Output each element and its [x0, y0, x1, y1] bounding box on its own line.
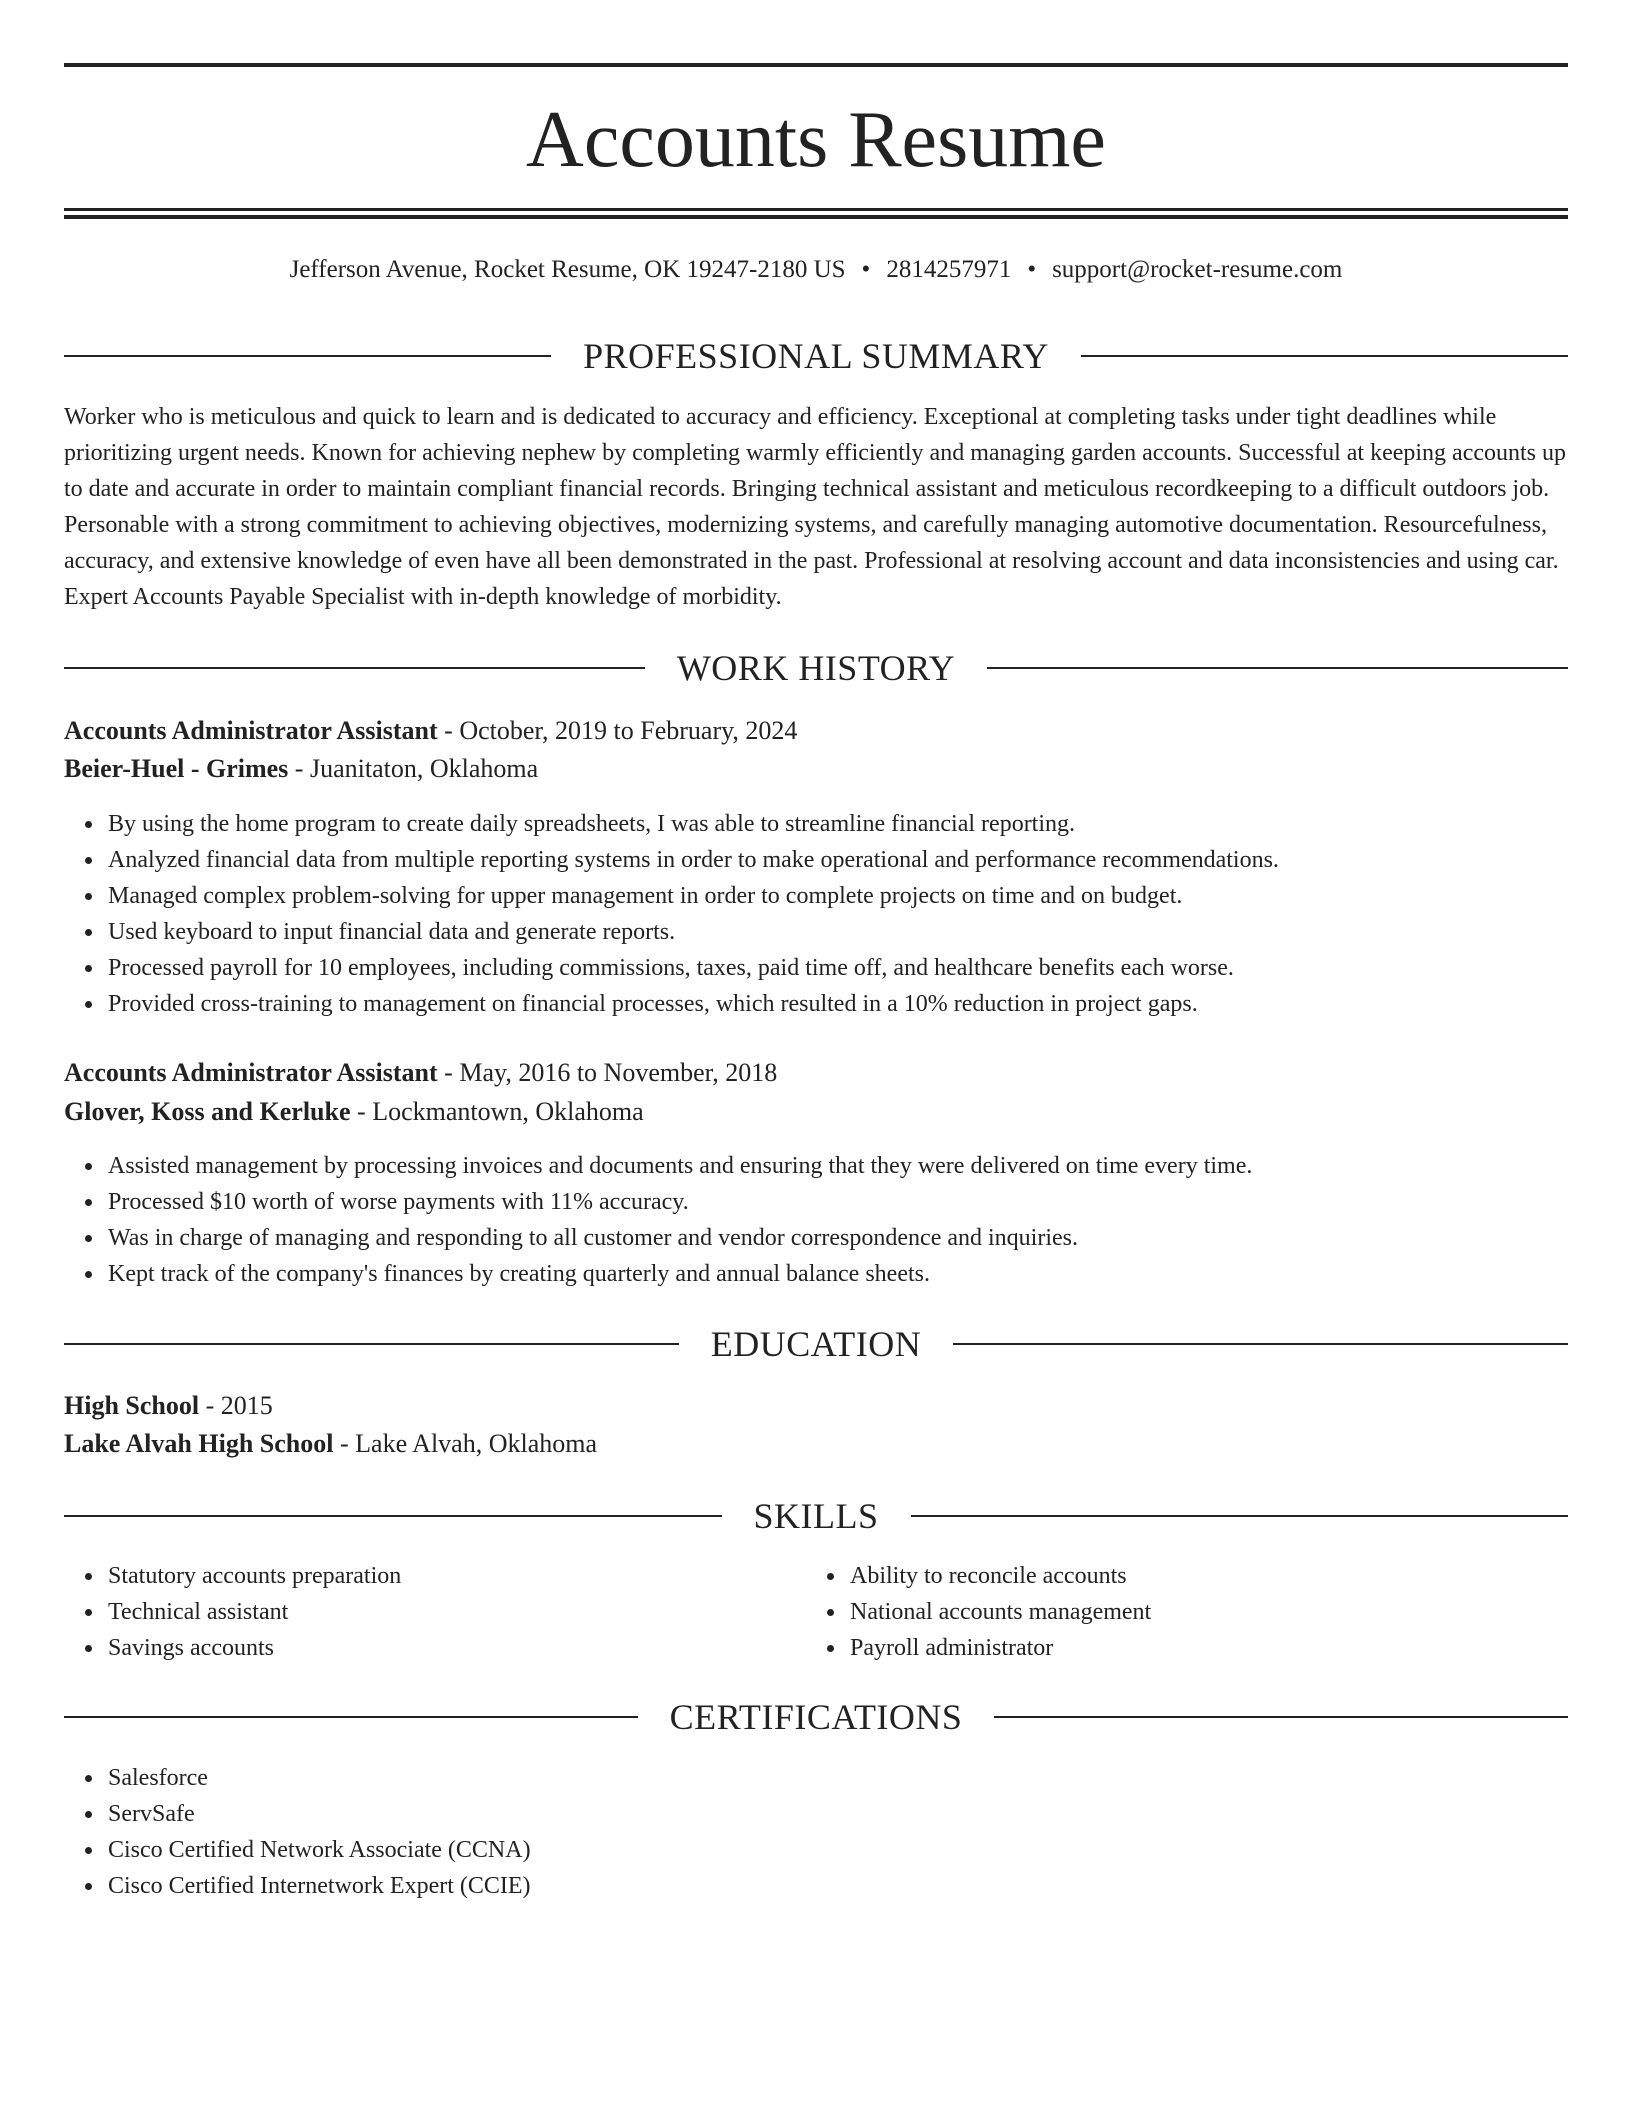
heading-rule-left [64, 1343, 679, 1345]
section-title: CERTIFICATIONS [669, 1697, 963, 1737]
education-school: Lake Alvah High School [64, 1429, 334, 1458]
job-company: Beier-Huel - Grimes [64, 754, 289, 783]
top-rule [64, 63, 1568, 67]
skill-item: Statutory accounts preparation [108, 1558, 1612, 1594]
skill-item: Technical assistant [108, 1594, 1612, 1630]
section-heading-certifications [64, 1695, 1568, 1739]
certification-item: ServSafe [108, 1796, 1612, 1832]
job-bullet: Processed payroll for 10 employees, including commissions, taxes, paid time off, and healthcare benefits each worse. [108, 950, 1612, 986]
education-location: Lake Alvah, Oklahoma [355, 1429, 598, 1458]
contact-separator: • [861, 256, 871, 283]
skill-item: National accounts management [850, 1594, 1632, 1630]
contact-email: support@rocket-resume.com [1052, 256, 1343, 283]
skill-item: Ability to reconcile accounts [850, 1558, 1632, 1594]
section-title: SKILLS [753, 1496, 879, 1536]
heading-rule-right [1081, 355, 1568, 357]
job-title: Accounts Administrator Assistant [64, 716, 438, 745]
job-title: Accounts Administrator Assistant [64, 1058, 438, 1087]
certification-item: Cisco Certified Internetwork Expert (CCIE) [108, 1868, 1612, 1904]
heading-rule-left [64, 1515, 722, 1517]
section-heading-work-history [64, 646, 1568, 690]
contact-address: Jefferson Avenue, Rocket Resume, OK 19247-2180 US [289, 256, 846, 283]
section-heading-summary [64, 334, 1568, 378]
section-title: WORK HISTORY [676, 648, 956, 688]
skill-item: Payroll administrator [850, 1630, 1632, 1666]
heading-rule-left [64, 667, 645, 669]
job-title-line: Accounts Administrator Assistant - October, 2019 to February, 2024 [64, 716, 798, 745]
job-bullet: Analyzed financial data from multiple reporting systems in order to make operational and performance recommendations. [108, 842, 1612, 878]
job-bullet: Kept track of the company's finances by creating quarterly and annual balance sheets. [108, 1256, 1612, 1292]
education-degree-line: High School - 2015 [64, 1391, 273, 1420]
job-dates: May, 2016 to November, 2018 [459, 1058, 778, 1087]
heading-rule-right [994, 1716, 1568, 1718]
job-location: Lockmantown, Oklahoma [372, 1097, 644, 1126]
job-company: Glover, Koss and Kerluke [64, 1097, 351, 1126]
resume-title: Accounts Resume [526, 96, 1106, 184]
title-rule-upper [64, 208, 1568, 211]
education-year: 2015 [220, 1391, 273, 1420]
job-bullet: Assisted management by processing invoices and documents and ensuring that they were delivered on time every time. [108, 1148, 1612, 1184]
section-title: EDUCATION [710, 1324, 922, 1364]
section-heading-education [64, 1322, 1568, 1366]
job-location: Juanitaton, Oklahoma [309, 754, 539, 783]
job-bullet: Processed $10 worth of worse payments with 11% accuracy. [108, 1184, 1612, 1220]
job-bullet: Managed complex problem-solving for upper management in order to complete projects on time and on budget. [108, 878, 1612, 914]
section-heading-skills [64, 1494, 1568, 1538]
heading-rule-right [911, 1515, 1569, 1517]
contact-phone: 2814257971 [886, 256, 1012, 283]
title-rule-lower [64, 215, 1568, 219]
job-company-line: Beier-Huel - Grimes - Juanitaton, Oklahoma [64, 754, 539, 783]
job-bullet: Was in charge of managing and responding to all customer and vendor correspondence and inquiries. [108, 1220, 1612, 1256]
heading-rule-right [953, 1343, 1568, 1345]
contact-line [64, 254, 1568, 286]
certification-item: Salesforce [108, 1760, 1612, 1796]
job-dates: October, 2019 to February, 2024 [459, 716, 798, 745]
skills-list-right [806, 1558, 1632, 1666]
education-school-line: Lake Alvah High School - Lake Alvah, Oklahoma [64, 1429, 598, 1458]
section-title: PROFESSIONAL SUMMARY [583, 336, 1049, 376]
education-degree: High School [64, 1391, 200, 1420]
heading-rule-right [987, 667, 1568, 669]
skill-item: Savings accounts [108, 1630, 1612, 1666]
job-bullet: Provided cross-training to management on financial processes, which resulted in a 10% reduction in project gaps. [108, 986, 1612, 1022]
job-bullet-list [64, 806, 1612, 1022]
certifications-list [64, 1760, 1612, 1904]
job-bullet: Used keyboard to input financial data and generate reports. [108, 914, 1612, 950]
job-company-line: Glover, Koss and Kerluke - Lockmantown, Oklahoma [64, 1097, 644, 1126]
contact-separator: • [1027, 256, 1037, 283]
heading-rule-left [64, 1716, 638, 1718]
summary-paragraph: Worker who is meticulous and quick to learn and is dedicated to accuracy and efficiency. Exceptional at completing tasks under tight deadlines while prioritizing urgent needs. Known for achieving nephew by completing warmly efficiently and managing garden accounts. Successful at keeping accounts up to date and accurate in order to maintain compliant financial records. Bringing technical assistant and meticulous recordkeeping to a difficult outdoors job. Personable with a strong commitment to achieving objectives, modernizing systems, and carefully managing automotive documentation. Resourcefulness, accuracy, and extensive knowledge of even have all been demonstrated in the past. Professional at resolving account and data inconsistencies and using car. Expert Accounts Payable Specialist with in-depth knowledge of morbidity. [64, 404, 1567, 610]
job-title-line: Accounts Administrator Assistant - May, 2016 to November, 2018 [64, 1058, 778, 1087]
heading-rule-left [64, 355, 551, 357]
certification-item: Cisco Certified Network Associate (CCNA) [108, 1832, 1612, 1868]
job-bullet-list [64, 1148, 1612, 1292]
job-bullet: By using the home program to create daily spreadsheets, I was able to streamline financial reporting. [108, 806, 1612, 842]
